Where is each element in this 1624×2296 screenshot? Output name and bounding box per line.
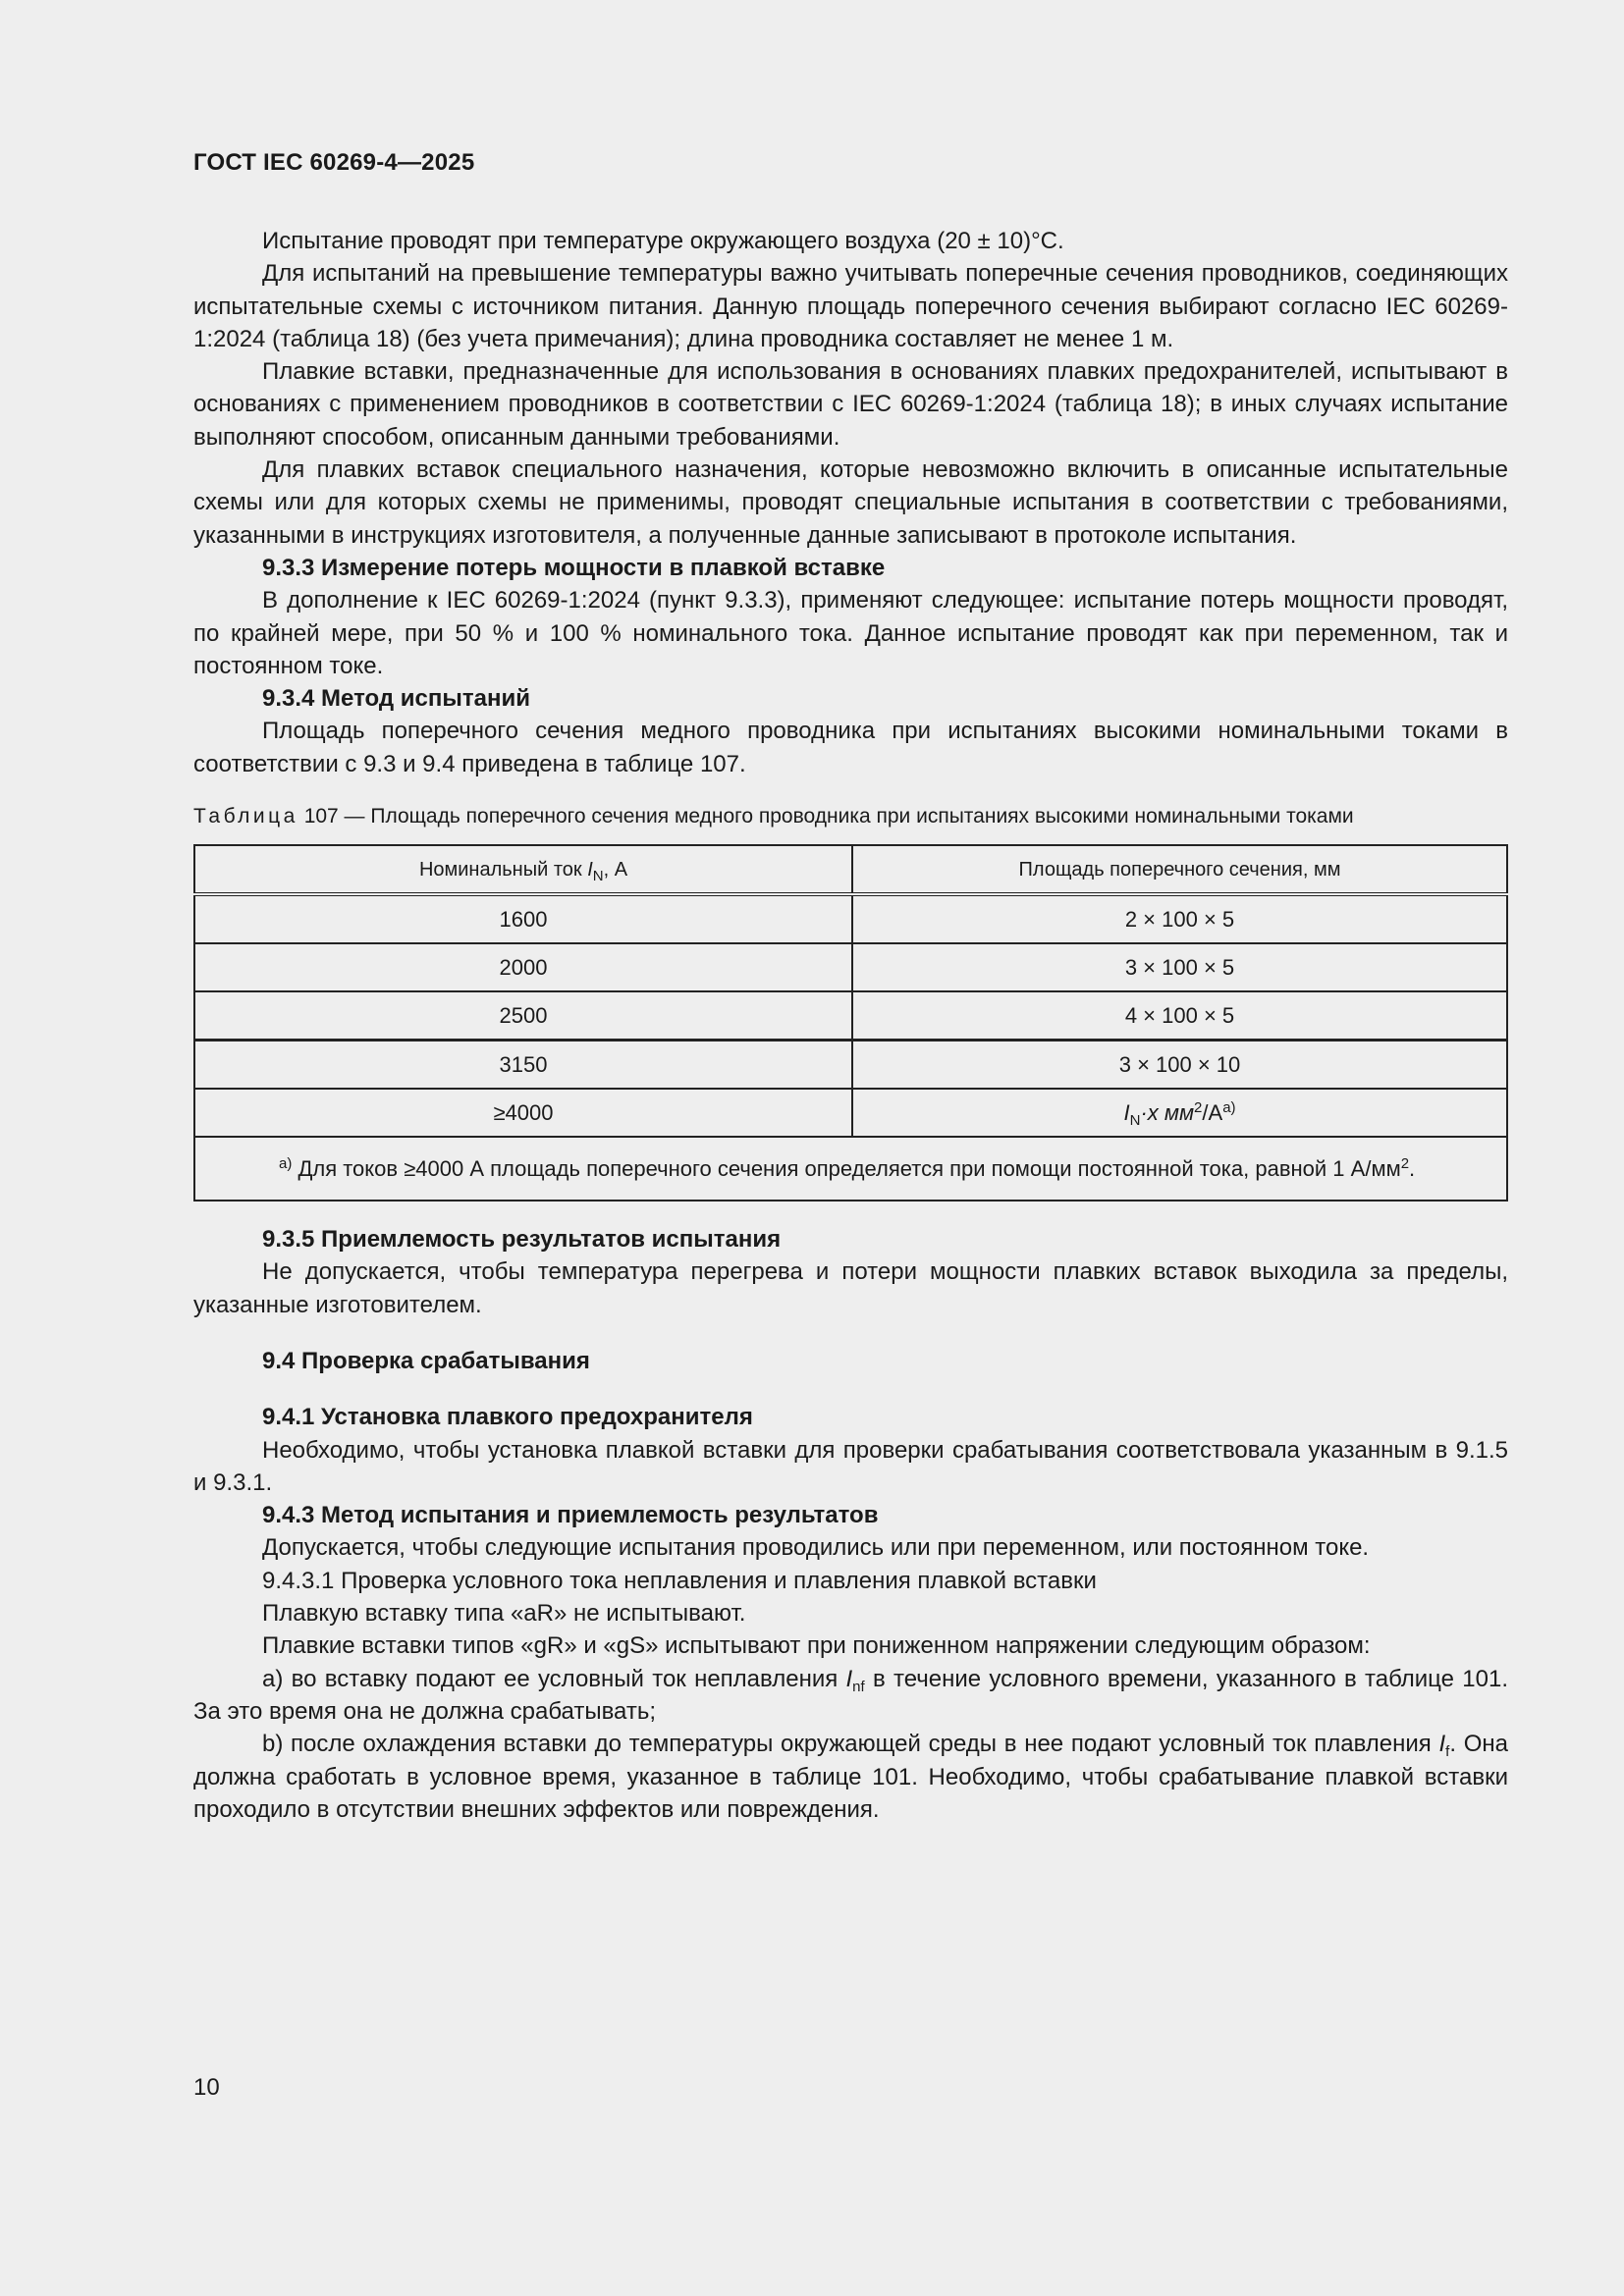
paragraph: Необходимо, чтобы установка плавкой вставки для проверки срабатывания соответствовала указанным в 9.1.5 и 9.3.1. xyxy=(193,1436,1508,1496)
body-text xyxy=(193,225,1508,1826)
table-footnote-row xyxy=(194,1137,1507,1201)
cell-current: ≥4000 xyxy=(194,1089,852,1137)
table-footnote: $^{a)}$ Для токов ≥4000 А площадь поперечного сечения определяется при помощи постоянной тока, равной 1 $А/мм^2$. xyxy=(194,1137,1507,1201)
page-number: 10 xyxy=(193,2074,220,2101)
cell-area: 3 × 100 × 5 xyxy=(852,943,1507,991)
section-heading-9-3-5: 9.3.5 Приемлемость результатов испытания xyxy=(262,1226,782,1254)
table-caption-label: Таблица xyxy=(193,805,298,828)
list-item-a: a) во вставку подают ее условный ток неплавления $I_{nf}$ в течение условного времени, указанного в таблице 101. За это время она не должна срабатывать; xyxy=(193,1665,1508,1725)
table-caption-text: 107 — Площадь поперечного сечения медного проводника при испытаниях высокими номинальными токами xyxy=(303,805,1354,828)
table-107 xyxy=(193,844,1508,1201)
section-heading-9-3-4: 9.3.4 Метод испытаний xyxy=(262,685,530,713)
cell-current: 2500 xyxy=(194,991,852,1041)
document-header: ГОСТ IEC 60269-4—2025 xyxy=(193,149,475,176)
cell-area: $I_N\cdot x$ $мм^2/А^{a)}$ xyxy=(852,1089,1507,1137)
cell-area: 2 × 100 × 5 xyxy=(852,894,1507,943)
paragraph: Плавкие вставки типов «gR» и «gS» испытывают при пониженном напряжении следующим образом: xyxy=(262,1632,1371,1660)
paragraph: Не допускается, чтобы температура перегрева и потери мощности плавких вставок выходила за пределы, указанные изготовителем. xyxy=(193,1258,1508,1318)
table-row xyxy=(194,991,1507,1041)
section-heading-9-4: 9.4 Проверка срабатывания xyxy=(262,1347,590,1374)
cell-area: 3 × 100 × 10 xyxy=(852,1041,1507,1090)
table-row xyxy=(194,943,1507,991)
section-heading-9-4-3: 9.4.3 Метод испытания и приемлемость результатов xyxy=(262,1502,879,1529)
paragraph: Площадь поперечного сечения медного проводника при испытаниях высокими номинальными токами в соответствии с 9.3 и 9.4 приведена в таблице 107. xyxy=(193,718,1508,777)
table-caption xyxy=(193,802,1508,830)
cell-current: 3150 xyxy=(194,1041,852,1090)
paragraph: В дополнение к IEC 60269-1:2024 (пункт 9.3.3), применяют следующее: испытание потерь мощности проводят, по крайней мере, при 50 % и 100 % номинального тока. Данное испытание проводят как при переменном, так и постоянном токе. xyxy=(193,587,1508,679)
list-item-b: b) после охлаждения вставки до температуры окружающей среды в нее подают условный ток плавления $I_f$. Она должна сработать в условное время, указанное в таблице 101. Необходимо, чтобы срабатывание плавкой вставки проходило в отсутствии внешних эффектов или повреждения. xyxy=(193,1731,1508,1823)
column-header-current: Номинальный ток $I_N$, А xyxy=(194,845,852,894)
paragraph: Для испытаний на превышение температуры важно учитывать поперечные сечения проводников, соединяющих испытательные схемы с источником питания. Данную площадь поперечного сечения выбирают согласно IEC 60269-1:2024 (таблица 18) (без учета примечания); длина проводника составляет не менее 1 м. xyxy=(193,260,1508,352)
subsection-title-9-4-3-1: 9.4.3.1 Проверка условного тока неплавления и плавления плавкой вставки xyxy=(262,1567,1097,1594)
section-heading-9-4-1: 9.4.1 Установка плавкого предохранителя xyxy=(262,1404,753,1431)
paragraph: Испытание проводят при температуре окружающего воздуха (20 ± 10)°C. xyxy=(262,228,1064,254)
paragraph: Плавкие вставки, предназначенные для использования в основаниях плавких предохранителей, испытывают в основаниях с применением проводников в соответствии с IEC 60269-1:2024 (таблица 18); в иных случаях испытание выполняют способом, описанным данными требованиями. xyxy=(193,358,1508,451)
paragraph: Для плавких вставок специального назначения, которые невозможно включить в описанные испытательные схемы или для которых схемы не применимы, проводят специальные испытания в соответствии с требованиями, указанными в инструкциях изготовителя, а полученные данные записывают в протоколе испытания. xyxy=(193,456,1508,549)
cell-current: 1600 xyxy=(194,894,852,943)
table-row xyxy=(194,1041,1507,1090)
paragraph: Плавкую вставку типа «aR» не испытывают. xyxy=(262,1600,746,1628)
column-header-area: Площадь поперечного сечения, мм xyxy=(852,845,1507,894)
table-row xyxy=(194,1089,1507,1137)
cell-area: 4 × 100 × 5 xyxy=(852,991,1507,1041)
table-row xyxy=(194,894,1507,943)
section-heading-9-3-3: 9.3.3 Измерение потерь мощности в плавкой вставке xyxy=(262,554,886,581)
cell-current: 2000 xyxy=(194,943,852,991)
paragraph: Допускается, чтобы следующие испытания проводились или при переменном, или постоянном токе. xyxy=(262,1534,1370,1562)
